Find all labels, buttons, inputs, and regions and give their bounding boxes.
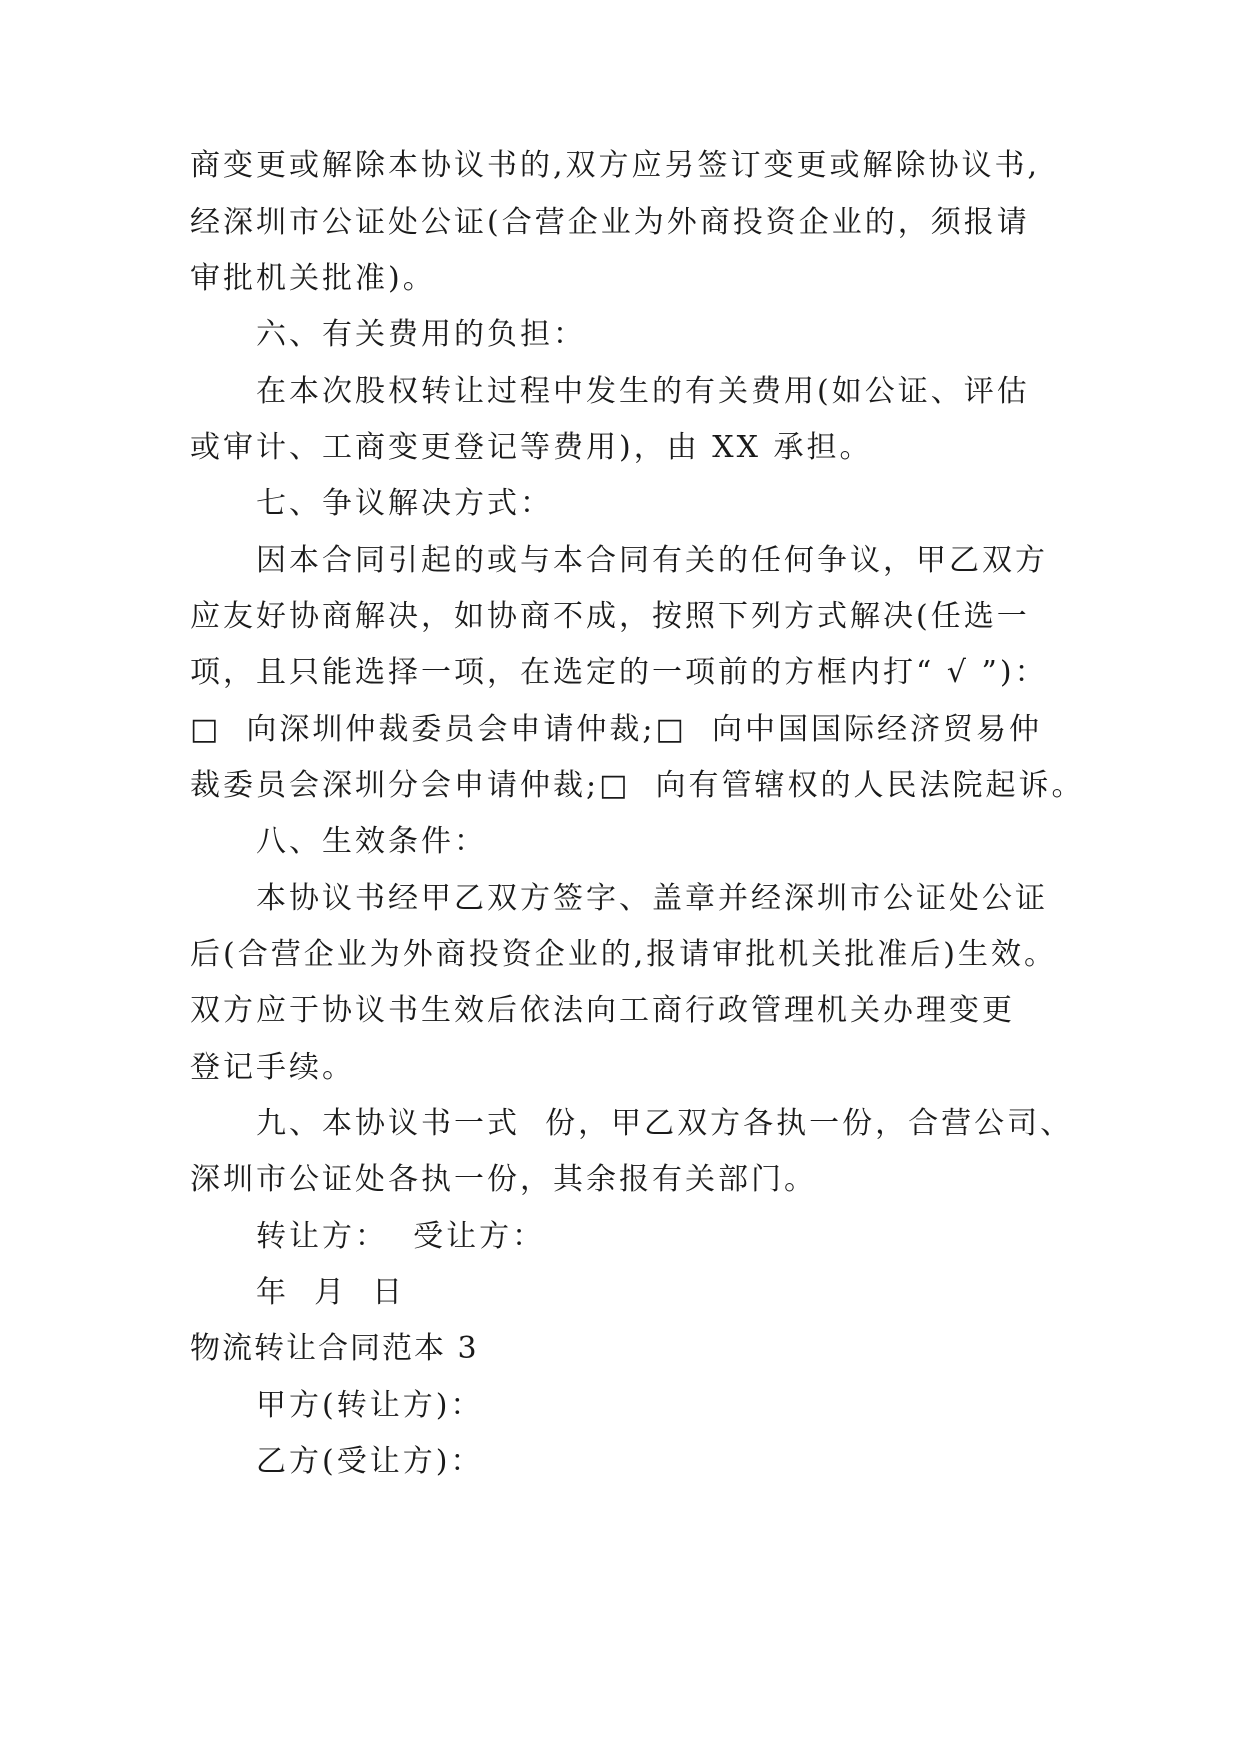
text-line: 本协议书经甲乙双方签字、盖章并经深圳市公证处公证 (256, 881, 1048, 916)
section-heading: 八、生效条件： (256, 824, 487, 859)
signature-line: 转让方： 受让方： (256, 1219, 546, 1254)
date-line: 年 月 日 (256, 1275, 406, 1310)
party-b-line: 乙方(受让方)： (256, 1444, 484, 1479)
section-heading: 七、争议解决方式： (256, 486, 553, 521)
document-title: 物流转让合同范本 3 (190, 1331, 479, 1366)
text-line: 经深圳市公证处公证(合营企业为外商投资企业的，须报请 (190, 205, 1030, 240)
section-heading: 六、有关费用的负担： (256, 317, 586, 352)
text-line: 审批机关批准)。 (190, 261, 436, 296)
text-line: 深圳市公证处各执一份，其余报有关部门。 (190, 1162, 817, 1197)
text-line: 项，且只能选择一项，在选定的一项前的方框内打“ √ ”)： (190, 655, 1048, 690)
text-line: 裁委员会深圳分会申请仲裁;□ 向有管辖权的人民法院起诉。 (190, 768, 1085, 803)
text-line: 应友好协商解决，如协商不成，按照下列方式解决(任选一 (190, 599, 1030, 634)
text-line: 双方应于协议书生效后依法向工商行政管理机关办理变更 (190, 993, 1015, 1028)
text-line: 九、本协议书一式 份，甲乙双方各执一份，合营公司、 (256, 1106, 1074, 1141)
text-line: □ 向深圳仲裁委员会申请仲裁;□ 向中国国际经济贸易仲 (190, 712, 1042, 747)
text-line: 因本合同引起的或与本合同有关的任何争议，甲乙双方 (256, 543, 1048, 578)
text-line: 后(合营企业为外商投资企业的,报请审批机关批准后)生效。 (190, 937, 1057, 972)
text-line: 在本次股权转让过程中发生的有关费用(如公证、评估 (256, 374, 1030, 409)
text-line: 登记手续。 (190, 1050, 355, 1085)
text-line: 商变更或解除本协议书的,双方应另签订变更或解除协议书, (190, 148, 1041, 183)
text-line: 或审计、工商变更登记等费用)，由 XX 承担。 (190, 430, 873, 465)
party-a-line: 甲方(转让方)： (256, 1388, 484, 1423)
